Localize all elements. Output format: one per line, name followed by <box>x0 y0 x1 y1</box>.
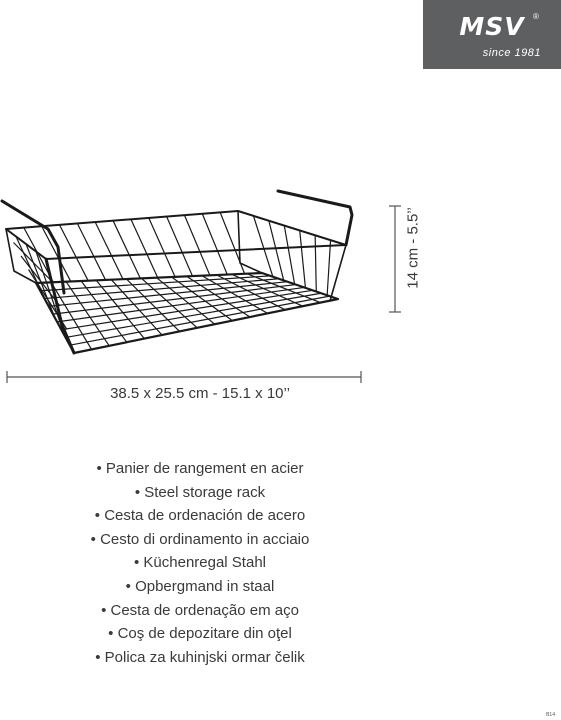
brand-logo <box>423 0 561 69</box>
width-dimension-line <box>6 370 364 384</box>
wire-basket-image <box>0 185 370 360</box>
feature-item: • Küchenregal Stahl <box>0 551 400 575</box>
brand-since: since 1981 <box>482 47 541 59</box>
width-dimension-label: 38.5 x 25.5 cm - 15.1 x 10’’ <box>110 385 290 402</box>
feature-item: • Opbergmand in staal <box>0 575 400 599</box>
feature-item: • Cesta de ordenación de acero <box>0 504 400 528</box>
feature-item: • Polica za kuhinjski ormar čelik <box>0 646 400 670</box>
feature-item: • Cesto di ordinamento in acciaio <box>0 528 400 552</box>
feature-item: • Cesta de ordenação em aço <box>0 599 400 623</box>
feature-item: • Panier de rangement en acier <box>0 457 400 481</box>
product-code: B14 <box>546 712 555 718</box>
registered-mark: ® <box>533 12 539 21</box>
brand-name: MSV <box>459 12 525 41</box>
feature-list <box>0 457 400 669</box>
height-dimension-line <box>388 205 402 315</box>
feature-item: • Coş de depozitare din oţel <box>0 622 400 646</box>
feature-item: • Steel storage rack <box>0 481 400 505</box>
height-dimension-label: 14 cm - 5.5’’ <box>404 207 422 289</box>
